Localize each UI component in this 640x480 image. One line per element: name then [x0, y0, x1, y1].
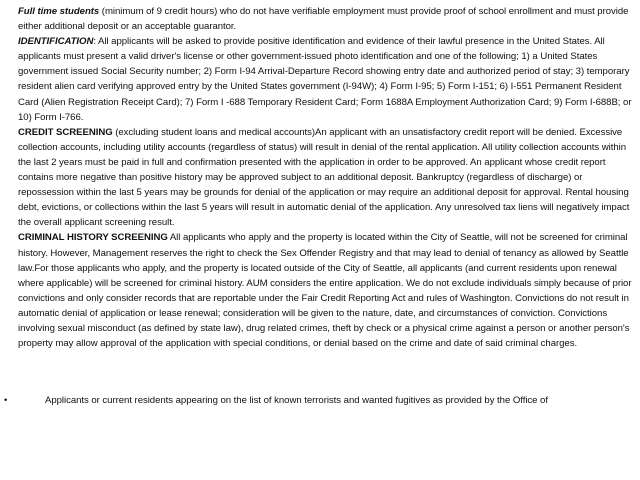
- identification-heading: IDENTIFICATION: [18, 36, 94, 48]
- criminal-history-paragraph: [18, 230, 634, 351]
- fulltime-students-heading: Full time students: [18, 6, 100, 17]
- terrorist-list-text: Applicants or current residents appearing on the list of known terrorists and wanted fugitives as provided by the Office of: [45, 395, 548, 407]
- credit-screening-text: (excluding student loans and medical accounts)An applicant with an unsatisfactory credit report will be denied. Excessive collection accounts, including utility accounts (regardless of status) will result in denial of the rental application. All utility collection accounts within the last 2 years must be paid in full and confirmation presented with the application in order to be approved. An applicant whose credit report contains more negative than positive history may be approved subject to an additional deposit. Bankruptcy (regardless of discharge) or repossession within the last 5 years may be grounds for denial of the application or may require an additional deposit for approval. Rental housing debt, evictions, or collections within the last 5 years will result in automatic denial of the application. Any unresolved tax liens will negatively impact the overall applicant screening result.: [18, 126, 630, 229]
- identification-text: : All applicants will be asked to provide positive identification and evidence of their lawful presence in the United States. All applicants must present a valid driver's license or other government-issued photo identification and one of the following; 1) a United States government issued Social Security number; 2) Form I-94 Arrival-Departure Record showing entry date and authorized period of stay; 3) temporary resident alien card verifying approved entry by the United States government (I-94W); 4) Form I-95; 5) Form I-151; 6) I-551 Permanent Resident Card (Alien Registration Receipt Card); 7) Form I -688 Temporary Resident Card; Form 1688A Employment Authorization Card; 9) Form I-688B; or 10) Form I-766.: [18, 36, 632, 123]
- credit-screening-paragraph: [18, 125, 634, 231]
- criminal-history-text: All applicants who apply and the property is located within the City of Seattle, will not be screened for criminal history. However, Management reserves the right to check the Sex Offender Registry and that may lead to denial of tenancy as allowed by Seattle law.For those applicants who apply, and the property is located outside of the City of Seattle, all applicants (and current residents upon renewal where applicable) will be screened for criminal history. AUM considers the entire application. We do not exclude individuals simply because of prior convictions and only consider records that are reportable under the Fair Credit Reporting Act and rules of Washington. Convictions do not result in automatic denial of application or lease renewal; consideration will be given to the nature, date, and circumstances of conviction. Convictions involving sexual misconduct (as defined by state law), drug related crimes, theft by check or a physical crime against a person or another person's property may allow approval of the application with special conditions, or denial based on the crime and date of said criminal charges.: [18, 232, 632, 350]
- fulltime-students-paragraph: [18, 4, 634, 34]
- criminal-history-heading: CRIMINAL HISTORY SCREENING: [18, 232, 168, 244]
- fulltime-students-text: (minimum of 9 credit hours) who do not have verifiable employment must provide proof of school enrollment and must provide either additional deposit or an acceptable guarantor.: [18, 6, 629, 33]
- identification-paragraph: [18, 34, 634, 125]
- bullet-icon: •: [4, 395, 8, 407]
- terrorist-list-bullet-item: [4, 393, 634, 408]
- credit-screening-heading: CREDIT SCREENING: [18, 126, 113, 138]
- document-body: [4, 4, 634, 408]
- section-gap: [18, 351, 634, 393]
